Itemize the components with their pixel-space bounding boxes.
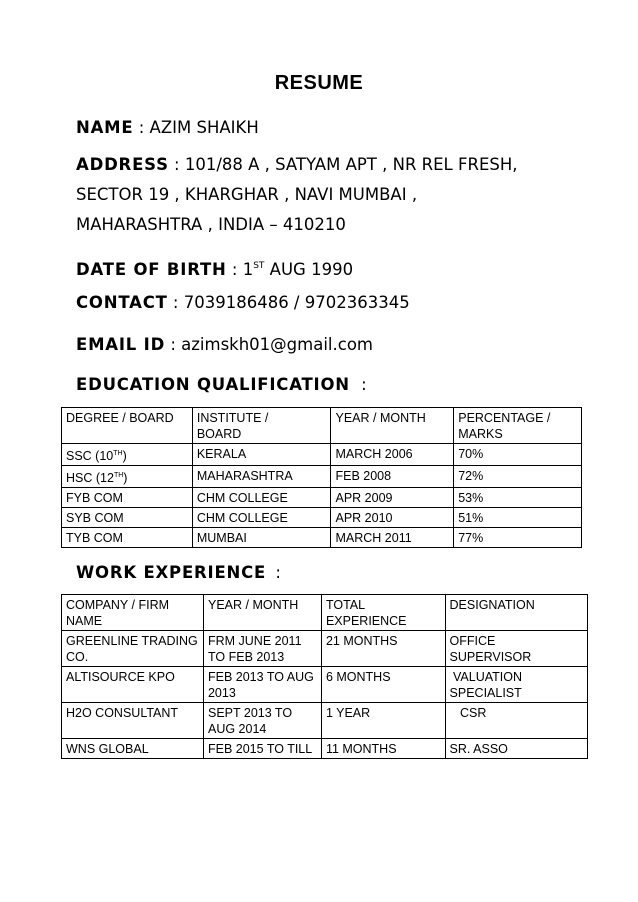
table-cell: FEB 2015 TO TILL (203, 739, 321, 759)
name-label: NAME (76, 118, 134, 137)
table-header-cell: YEAR / MONTH (203, 595, 321, 631)
name-field (76, 113, 596, 143)
table-cell: APR 2010 (331, 508, 454, 528)
table-cell: H2O CONSULTANT (62, 703, 204, 739)
table-cell: SR. ASSO (445, 739, 587, 759)
table-cell: SSC (10TH) (62, 444, 193, 466)
email-label: EMAIL ID (76, 335, 166, 354)
table-header-cell: PERCENTAGE / MARKS (454, 408, 582, 444)
table-header-cell: YEAR / MONTH (331, 408, 454, 444)
contact-field (76, 288, 596, 318)
table-cell: MARCH 2006 (331, 444, 454, 466)
education-heading-label: EDUCATION QUALIFICATION (76, 375, 350, 394)
table-row (62, 508, 582, 528)
table-cell: 21 MONTHS (321, 631, 445, 667)
table-header-cell: DEGREE / BOARD (62, 408, 193, 444)
table-cell: FEB 2013 TO AUG 2013 (203, 667, 321, 703)
table-cell: 11 MONTHS (321, 739, 445, 759)
work-table (61, 594, 588, 759)
table-cell: MAHARASHTRA (192, 466, 331, 488)
table-row (62, 528, 582, 548)
table-header-cell: COMPANY / FIRM NAME (62, 595, 204, 631)
table-header-row (62, 595, 588, 631)
dob-sup: ST (253, 261, 265, 271)
table-cell: SYB COM (62, 508, 193, 528)
table-cell: ALTISOURCE KPO (62, 667, 204, 703)
education-heading-colon: : (361, 375, 367, 394)
table-header-cell: DESIGNATION (445, 595, 587, 631)
work-heading-label: WORK EXPERIENCE (76, 563, 267, 582)
work-heading (76, 558, 596, 588)
table-cell: GREENLINE TRADING CO. (62, 631, 204, 667)
dob-field (76, 251, 596, 285)
table-cell: 70% (454, 444, 582, 466)
table-cell: MARCH 2011 (331, 528, 454, 548)
table-row (62, 444, 582, 466)
table-cell: KERALA (192, 444, 331, 466)
dob-value (232, 260, 353, 279)
table-row (62, 466, 582, 488)
table-cell: OFFICE SUPERVISOR (445, 631, 587, 667)
address-field (76, 150, 596, 240)
table-header-cell: INSTITUTE / BOARD (192, 408, 331, 444)
table-cell: SEPT 2013 TO AUG 2014 (203, 703, 321, 739)
email-field (76, 330, 596, 360)
table-cell: 72% (454, 466, 582, 488)
resume-title: RESUME (274, 72, 364, 94)
table-header-cell: TOTAL EXPERIENCE (321, 595, 445, 631)
address-line-2: SECTOR 19 , KHARGHAR , NAVI MUMBAI , (76, 185, 418, 204)
contact-label: CONTACT (76, 293, 168, 312)
table-cell: 77% (454, 528, 582, 548)
address-line-1: : 101/88 A , SATYAM APT , NR REL FRESH, (174, 155, 518, 174)
table-cell: CHM COLLEGE (192, 508, 331, 528)
table-cell: FYB COM (62, 488, 193, 508)
table-cell: FEB 2008 (331, 466, 454, 488)
work-heading-colon: : (275, 563, 281, 582)
table-cell: WNS GLOBAL (62, 739, 204, 759)
email-value: : azimskh01@gmail.com (170, 335, 373, 354)
name-value: : AZIM SHAIKH (138, 118, 259, 137)
table-cell: CSR (445, 703, 587, 739)
dob-suffix: AUG 1990 (264, 260, 354, 279)
table-cell: APR 2009 (331, 488, 454, 508)
address-line-3: MAHARASHTRA , INDIA – 410210 (76, 215, 346, 234)
table-row (62, 631, 588, 667)
table-cell: HSC (12TH) (62, 466, 193, 488)
table-cell: 53% (454, 488, 582, 508)
table-cell: MUMBAI (192, 528, 331, 548)
table-row (62, 667, 588, 703)
table-cell: 51% (454, 508, 582, 528)
table-row (62, 488, 582, 508)
table-row (62, 739, 588, 759)
table-cell: 6 MONTHS (321, 667, 445, 703)
contact-value: : 7039186486 / 9702363345 (172, 293, 410, 312)
dob-prefix: : 1 (231, 260, 254, 279)
table-row (62, 703, 588, 739)
dob-label: DATE OF BIRTH (76, 260, 227, 279)
table-cell: CHM COLLEGE (192, 488, 331, 508)
table-cell: TYB COM (62, 528, 193, 548)
address-label: ADDRESS (76, 155, 169, 174)
table-header-row (62, 408, 582, 444)
table-cell: FRM JUNE 2011 TO FEB 2013 (203, 631, 321, 667)
education-table (61, 407, 582, 548)
table-cell: VALUATION SPECIALIST (445, 667, 587, 703)
table-cell: 1 YEAR (321, 703, 445, 739)
education-heading (76, 370, 596, 400)
